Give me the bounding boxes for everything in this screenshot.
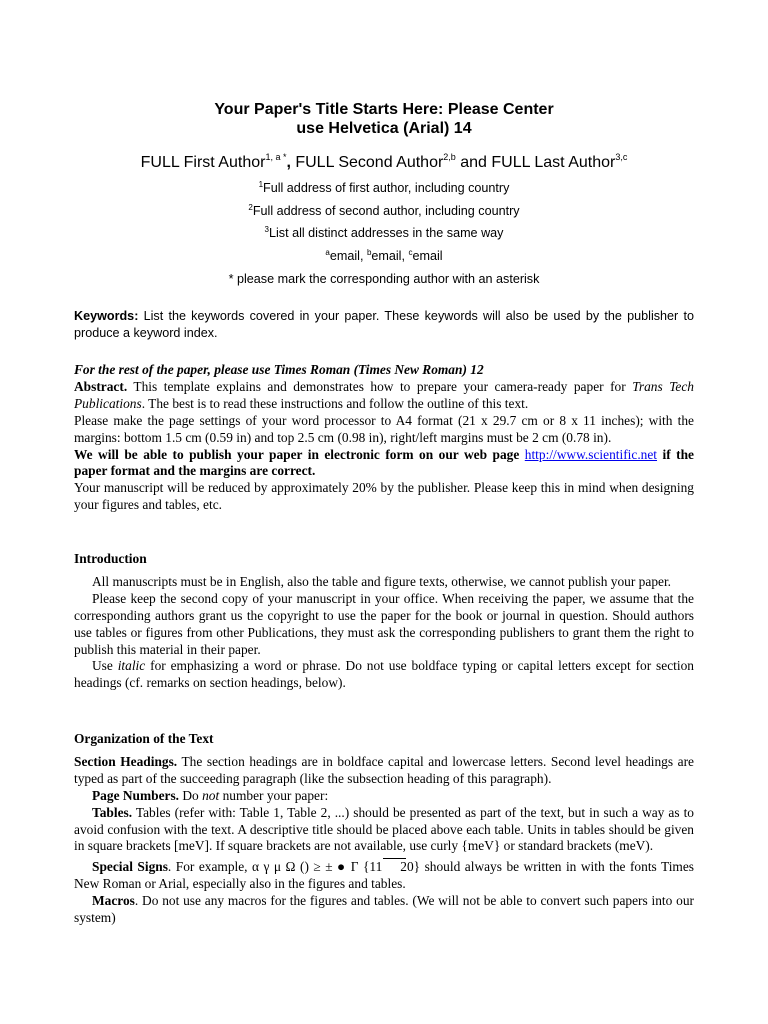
macros-label: Macros [92,893,135,909]
section-headings-paragraph [74,754,694,788]
font-instruction: For the rest of the paper, please use Times Roman (Times New Roman) 12 [74,362,484,377]
keywords-label: Keywords: [74,309,139,323]
page-numbers-italic: not [202,787,220,803]
author-last: FULL Last Author [491,154,616,171]
author-separator-and: and [455,154,492,171]
overbar-digit: 2 [382,859,407,876]
title-line-1: Your Paper's Title Starts Here: Please Center [214,101,554,118]
author-last-affil: 3,c [615,152,628,162]
intro-p3-text-b: for emphasizing a word or phrase. Do not use boldface typing or capital letters except for section headings (cf. remarks on section headings, below). [74,658,694,691]
scientific-net-link[interactable]: http://www.scientific.net [524,446,658,462]
page-numbers-paragraph [74,788,694,805]
abstract-italic: Trans Tech Publications [74,378,694,411]
special-signs-text-a: . For example, α γ μ Ω () ≥ ± ● Γ {11 [167,859,383,875]
tables-text: Tables (refer with: Table 1, Table 2, ...) should be presented as part of the text, but in such a way as to avoid confusion with the text. A descriptive title should be placed above each table. Units in tables should be given in square brackets [meV]. If square brackets are not available, use curly {meV} or standard brackets (meV). [74,804,694,854]
keywords-text: List the keywords covered in your paper. These keywords will also be used by the publisher to produce a keyword index. [74,309,694,340]
publish-paragraph [74,447,694,481]
keywords-paragraph [74,308,694,341]
corresponding-note: * please mark the corresponding author with an asterisk [228,272,540,286]
email-b: email, [371,249,409,263]
reduction-paragraph: Your manuscript will be reduced by approximately 20% by the publisher. Please keep this in mind when designing your figures and tables, etc. [74,480,694,513]
intro-paragraph-2: Please keep the second copy of your manuscript in your office. When receiving the paper, we assume that the corresponding authors grant us the copyright to use the paper for the book or journal in question. Should authors use tables or figures from other Publications, they must ask the corresponding publishers to grant them the right to publish this material in their paper. [74,590,694,657]
section-headings-text: The section headings are in boldface capital and lowercase letters. Second level headings are typed as part of the succeeding paragraph (like the subsection heading of this paragraph). [74,753,694,786]
organization-heading: Organization of the Text [74,731,214,746]
page-numbers-text-a: Do [179,787,203,803]
author-list [0,153,768,173]
page-numbers-label: Page Numbers. [92,787,180,803]
publish-text-2: if the paper format and the margins are correct. [74,446,694,479]
tables-label: Tables. [92,804,133,820]
section-headings-label: Section Headings. [74,753,178,769]
macros-text: . Do not use any macros for the figures and tables. (We will not be able to convert such papers into our system) [74,893,694,926]
abstract-text-2: . The best is to read these instructions and follow the outline of this text. [141,395,529,411]
affiliation-1 [0,180,768,196]
email-b-marker: b [366,248,372,257]
affiliation-1-marker: 1 [258,180,264,189]
introduction-heading: Introduction [74,551,147,566]
affiliation-2 [0,203,768,219]
introduction-section [74,551,694,692]
affiliation-3-text: List all distinct addresses in the same way [268,226,504,240]
email-a-marker: a [325,248,330,257]
special-signs-text-b: 0} should always be written in with the fonts Times New Roman or Arial, especially also in the figures and tables. [74,859,694,892]
tables-paragraph [74,805,694,856]
intro-p3-text-a: Use [92,658,118,674]
macros-paragraph [74,893,694,927]
author-second: FULL Second Author [295,154,444,171]
affiliation-3-marker: 3 [264,225,269,234]
email-line [0,248,768,264]
abstract-label: Abstract. [74,378,128,394]
organization-section [74,731,694,927]
affiliation-2-text: Full address of second author, including country [252,204,520,218]
abstract-text-1: This template explains and demonstrates how to prepare your camera-ready paper for [127,378,633,394]
email-c-marker: c [408,248,413,257]
intro-paragraph-1: All manuscripts must be in English, also the table and figure texts, otherwise, we cannot publish your paper. [92,573,672,589]
page-settings-paragraph: Please make the page settings of your word processor to A4 format (21 x 29.7 cm or 8 x 11 inches); with the margins: bottom 1.5 cm (0.59 in) and top 2.5 cm (0.98 in), right/left margins must be 2 cm (0.78 in). [74,412,694,445]
abstract-paragraph [74,379,694,413]
author-second-affil: 2,b [443,152,456,162]
affiliation-3 [0,225,768,241]
affiliation-1-text: Full address of first author, including country [263,181,510,195]
intro-p3-italic: italic [117,658,146,674]
email-a: email, [329,249,367,263]
intro-paragraph-3 [74,658,694,692]
email-c: email [412,249,443,263]
paper-title [0,100,768,138]
page-numbers-text-b: number your paper: [219,787,329,803]
affiliation-2-marker: 2 [248,203,253,212]
author-separator: , [286,154,296,171]
title-line-2: use Helvetica (Arial) 14 [296,120,472,137]
publish-text-1: We will be able to publish your paper in electronic form on our web page [74,446,525,462]
special-signs-label: Special Signs [92,859,168,875]
special-signs-paragraph [74,859,694,893]
author-first: FULL First Author [140,154,266,171]
author-first-affil: 1, a * [265,152,287,162]
abstract-section [74,362,694,514]
